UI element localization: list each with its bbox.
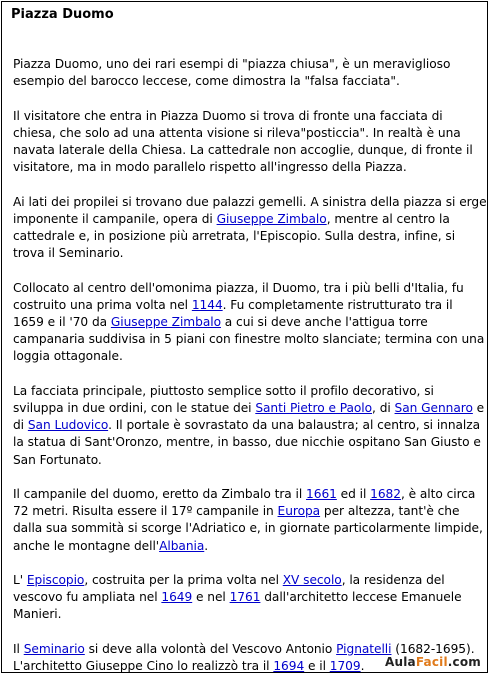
paragraph [13,486,487,555]
text-link[interactable]: Albania [159,538,205,553]
text-segment: Collocato al centro dell'omonima piazza, il Duomo, tra i più belli d'Italia, fu costruito una prima volta nel [13,280,464,312]
text-segment: La facciata principale, piuttosto semplice sotto il profilo decorativo, si sviluppa in due ordini, con le statue dei [13,383,434,415]
text-segment: . [360,659,365,673]
text-segment: e di [13,401,485,433]
text-link[interactable]: 1761 [229,590,261,605]
text-segment: Il visitatore che entra in Piazza Duomo si trova di fronte una facciata di chiesa, che solo ad una attenta visione si rileva"posticcia". In realtà è una navata laterale della Chiesa. La cattedrale non accoglie, dunque, di fronte il visitatore, ma in modo parallelo rispetto all'ingresso della Piazza. [13,108,473,175]
text-segment: Il [13,641,24,656]
text-segment: , di [372,401,395,415]
text-segment: per altezza, tant'è che dalla sua sommità si scorge l'Adriatico e, in giornate particolarmente limpide, anche le montagne dell' [13,504,483,553]
article-body [13,56,487,692]
paragraph [13,194,487,263]
text-segment: , costruita per la prima volta nel [84,573,283,587]
text-link[interactable]: San Gennaro [394,401,473,415]
text-segment: , è alto circa 72 metri. Risulta essere il 17º campanile in [13,487,476,519]
logo-text-facil: Facil [415,655,448,669]
text-link[interactable]: 1661 [306,487,337,501]
text-segment: . Il portale è sovrastato da una balaustra; al centro, si innalza la statua di Sant'Oronzo, mentre, in basso, due nicchie ospitano San Giusto e San Fortunato. [13,418,481,467]
text-segment: e il [304,659,330,673]
text-link[interactable]: Giuseppe Zimbalo [216,211,327,226]
text-link[interactable]: San Ludovico [27,418,109,433]
page-title: Piazza Duomo [11,7,114,22]
text-segment: L' [13,573,27,587]
text-link[interactable]: XV secolo [282,573,342,587]
text-segment: . Fu completamente ristrutturato tra il 1659 e il '70 da [13,297,453,329]
text-link[interactable]: Santi Pietro e Paolo [255,401,373,415]
text-link[interactable]: Pignatelli [336,641,392,656]
text-segment: Il campanile del duomo, eretto da Zimbalo tra il [13,487,307,501]
text-link[interactable]: Episcopio [26,573,85,587]
logo-text-aula: Aula [384,655,416,669]
text-segment: e nel [192,590,230,605]
text-segment: , mentre al centro la cattedrale e, in posizione più arretrata, l'Episcopio. Sulla destra, infine, si trova il Seminario. [13,211,456,261]
text-segment: si deve alla volontà del Vescovo Antonio [84,641,337,656]
paragraph [13,280,487,366]
text-segment: (1682-1695). L'architetto Giuseppe Cino lo realizzò tra il [13,641,475,673]
paragraph [13,56,487,90]
text-segment: Ai lati dei propilei si trovano due palazzi gemelli. A sinistra della piazza si erge imponente il campanile, opera di [13,194,487,226]
text-segment: . [204,538,209,553]
text-link[interactable]: 1709 [329,659,361,673]
paragraph [13,572,487,624]
text-link[interactable]: 1144 [191,297,223,312]
text-segment: a cui si deve anche l'attigua torre campanaria suddivisa in 5 piani con finestre molto slanciate; termina con una loggia ottagonale. [13,315,485,364]
document-frame [1,1,488,673]
paragraph [13,383,487,469]
text-segment: , la residenza del vescovo fu ampliata nel [13,573,445,605]
aulafacil-logo[interactable] [385,655,481,669]
text-segment: ed il [336,487,371,501]
text-link[interactable]: Europa [277,504,321,519]
logo-text-domain: .com [447,655,481,669]
text-link[interactable]: 1649 [161,590,193,605]
text-segment: Piazza Duomo, uno dei rari esempi di "piazza chiusa", è un meraviglioso esempio del barocco leccese, come dimostra la "falsa facciata". [13,57,451,89]
text-link[interactable]: Giuseppe Zimbalo [110,315,221,329]
paragraph [13,108,487,177]
text-link[interactable]: 1682 [370,487,401,501]
text-link[interactable]: 1694 [273,659,305,673]
text-link[interactable]: Seminario [23,641,85,656]
text-segment: dall'architetto leccese Emanuele Manieri. [13,590,462,622]
